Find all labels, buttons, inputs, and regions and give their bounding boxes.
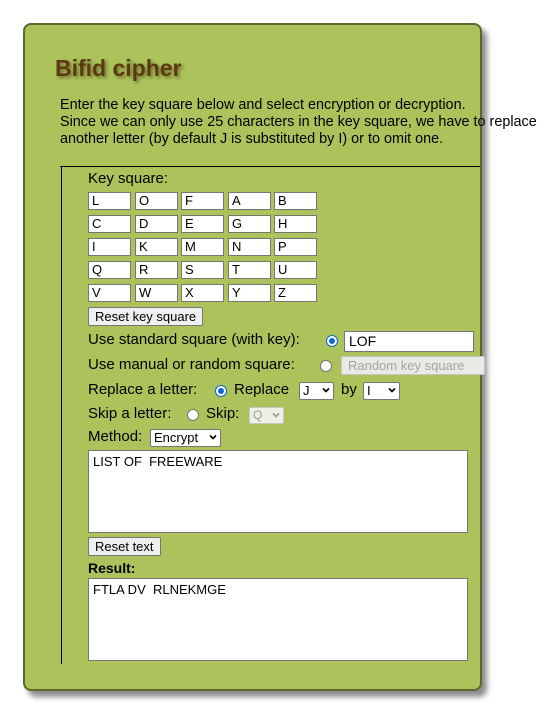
replace-letter-radio[interactable] (215, 385, 227, 397)
result-textarea[interactable]: FTLA DV RLNEKMGE (88, 578, 468, 661)
skip-letter-radio[interactable] (187, 409, 199, 421)
replace-text: Replace (234, 381, 290, 398)
intro-text (60, 97, 537, 148)
result-label: Result: (88, 560, 136, 576)
skip-letter-value: Q (253, 408, 263, 422)
chevron-down-icon (322, 386, 330, 394)
replace-to-select[interactable] (363, 382, 400, 400)
key-square-cell[interactable]: U (274, 261, 317, 279)
method-value: Encrypt (154, 430, 199, 445)
replace-to-value: I (367, 383, 371, 398)
key-square-cell[interactable]: G (228, 215, 271, 233)
method-label: Method: (88, 428, 143, 445)
key-square-cell[interactable]: Q (88, 261, 131, 279)
key-square-cell[interactable]: N (228, 238, 271, 256)
standard-square-radio[interactable] (326, 335, 338, 347)
intro-line-1: Enter the key square below and select encryption or decryption. (60, 97, 466, 113)
key-square-cell[interactable]: H (274, 215, 317, 233)
key-square-cell[interactable]: F (181, 192, 224, 210)
manual-square-label: Use manual or random square: (88, 356, 295, 373)
key-square-cell[interactable]: W (135, 284, 178, 302)
reset-key-square-button[interactable]: Reset key square (88, 307, 203, 326)
key-input[interactable]: LOF (344, 331, 474, 352)
skip-text: Skip: (206, 405, 240, 422)
chevron-down-icon (209, 433, 217, 441)
replace-from-value: J (303, 383, 310, 398)
input-textarea[interactable]: LIST OF FREEWARE (88, 450, 468, 533)
bifid-cipher-panel (23, 23, 537, 691)
method-select[interactable] (150, 429, 221, 447)
replace-letter-label: Replace a letter: (88, 381, 198, 398)
key-square-cell[interactable]: T (228, 261, 271, 279)
key-square-cell[interactable]: L (88, 192, 131, 210)
key-square-cell[interactable]: S (181, 261, 224, 279)
key-square-cell[interactable]: K (135, 238, 178, 256)
intro-line-3: another letter (by default J is substituted by I) or to omit one. (60, 131, 444, 147)
reset-text-button[interactable]: Reset text (88, 537, 161, 556)
key-square-cell[interactable]: I (88, 238, 131, 256)
by-text: by (341, 381, 357, 398)
standard-square-label: Use standard square (with key): (88, 331, 300, 348)
intro-line-2: Since we can only use 25 characters in the key square, we have to replace (60, 114, 537, 130)
key-square-cell[interactable]: D (135, 215, 178, 233)
replace-from-select[interactable] (299, 382, 334, 400)
key-square-cell[interactable]: X (181, 284, 224, 302)
key-square-cell[interactable]: R (135, 261, 178, 279)
key-square-cell[interactable]: Y (228, 284, 271, 302)
fieldset-left-border (61, 166, 62, 664)
fieldset-top-border (60, 166, 480, 167)
chevron-down-icon (388, 386, 396, 394)
key-square-cell[interactable]: C (88, 215, 131, 233)
key-square-cell[interactable]: A (228, 192, 271, 210)
chevron-down-icon (272, 411, 280, 419)
key-square-cell[interactable]: E (181, 215, 224, 233)
key-square-cell[interactable]: B (274, 192, 317, 210)
key-square-cell[interactable]: O (135, 192, 178, 210)
key-square-cell[interactable]: Z (274, 284, 317, 302)
key-square-cell[interactable]: V (88, 284, 131, 302)
key-square-cell[interactable]: P (274, 238, 317, 256)
key-square-cell[interactable]: M (181, 238, 224, 256)
key-square-label: Key square: (88, 170, 169, 187)
skip-letter-select[interactable] (249, 407, 284, 424)
random-key-square-button[interactable]: Random key square (341, 356, 485, 375)
page-title: Bifid cipher (55, 55, 182, 81)
skip-letter-label: Skip a letter: (88, 405, 172, 422)
manual-square-radio[interactable] (320, 360, 332, 372)
